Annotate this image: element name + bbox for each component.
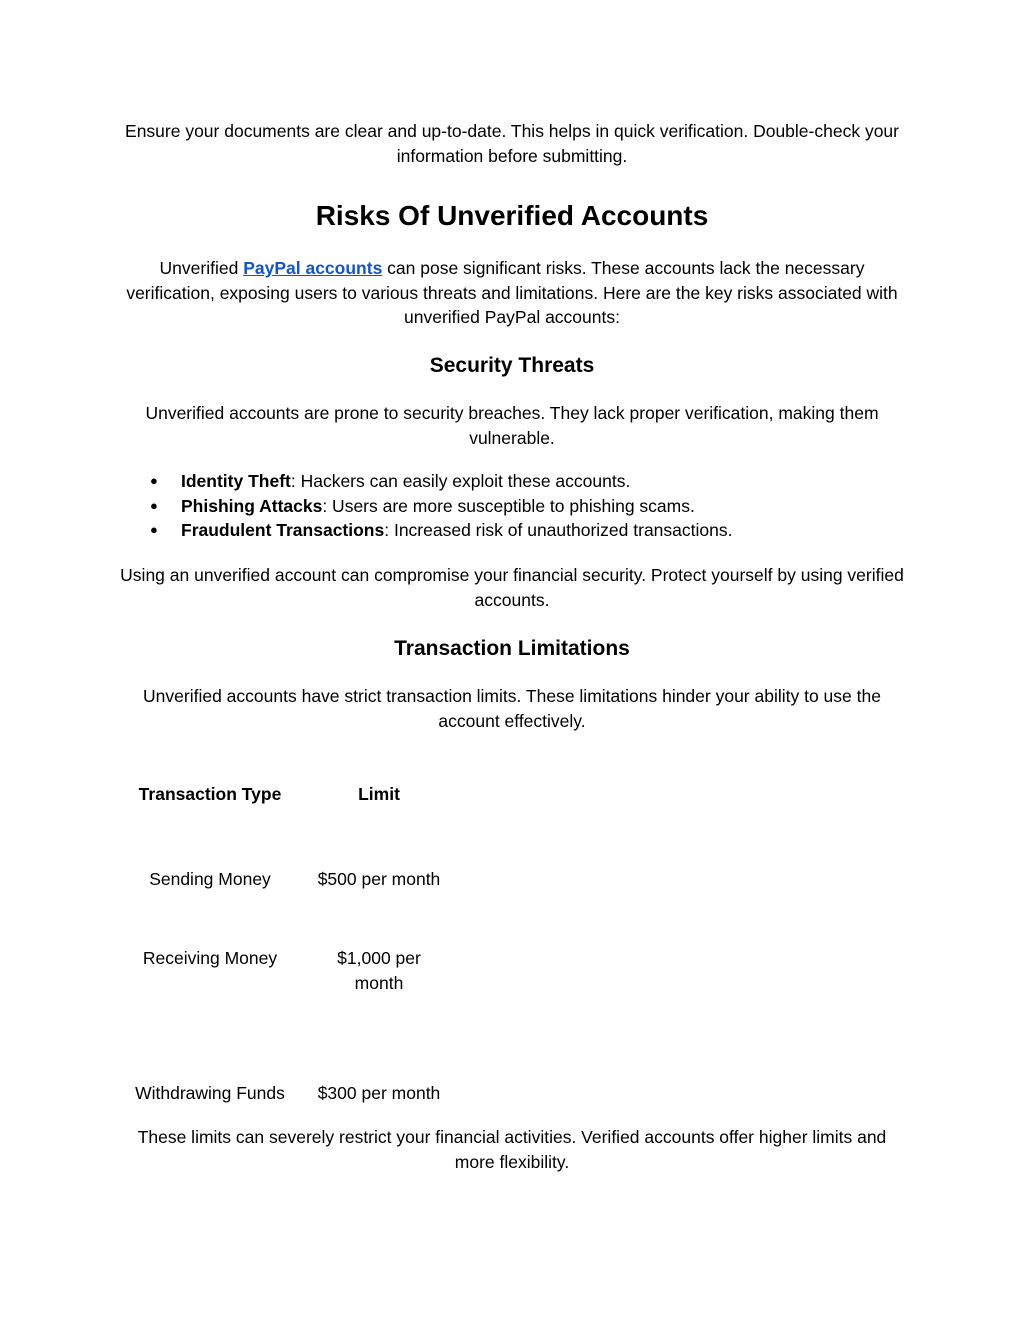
table-row [126, 838, 464, 920]
table-header-limit: Limit [358, 783, 400, 804]
table-cell-limit [294, 920, 464, 1052]
intro-paragraph: Ensure your documents are clear and up-to-date. This helps in quick verification. Double-check your information before submitting. [125, 121, 899, 166]
limitations-outro-paragraph: These limits can severely restrict your financial activities. Verified accounts offer higher limits and more flexibility. [137, 1127, 887, 1172]
section-intro-suffix: can pose significant risks. These accounts lack the necessary verification, exposing users to various threats and limitations. Here are the key risks associated with unverified PayPal accounts: [126, 258, 898, 327]
table-cell-type: Sending Money [149, 868, 271, 889]
section-intro-paragraph [120, 256, 904, 330]
transaction-limits-table [126, 750, 464, 1134]
table-row [126, 1052, 464, 1134]
table-row [126, 920, 464, 1052]
table-cell-type: Withdrawing Funds [135, 1082, 285, 1103]
limitations-intro-paragraph: Unverified accounts have strict transaction limits. These limitations hinder your ability to use the account effectively. [143, 686, 881, 731]
list-item [150, 469, 910, 494]
security-threats-heading: Security Threats [429, 354, 595, 377]
bullet-bold-term: Phishing Attacks [181, 495, 323, 516]
security-intro-paragraph: Unverified accounts are prone to security breaches. They lack proper verification, making them vulnerable. [145, 403, 879, 448]
table-cell-limit: $500 per month [317, 868, 441, 889]
security-bullet-list [150, 469, 910, 543]
bullet-icon: ● [150, 497, 158, 513]
bullet-bold-term: Identity Theft [181, 471, 291, 491]
table-cell-limit: $300 per month [317, 1082, 441, 1103]
list-item [150, 494, 910, 519]
bullet-text: : Hackers can easily exploit these accounts. [290, 471, 631, 491]
bullet-bold-term: Fraudulent Transactions [181, 520, 385, 540]
transaction-limitations-heading: Transaction Limitations [394, 637, 630, 660]
section-title: Risks Of Unverified Accounts [315, 200, 709, 231]
section-intro-prefix: Unverified [159, 258, 244, 278]
table-header-row [126, 750, 464, 838]
table-cell-type: Receiving Money [142, 948, 278, 968]
list-item [150, 518, 910, 543]
bullet-text: : Increased risk of unauthorized transactions. [384, 520, 733, 540]
bullet-icon: ● [150, 473, 158, 488]
table-header-transaction-type: Transaction Type [138, 783, 282, 804]
bullet-text: : Users are more susceptible to phishing scams. [322, 495, 695, 516]
security-outro-paragraph: Using an unverified account can compromise your financial security. Protect yourself by using verified accounts. [120, 565, 904, 610]
paypal-accounts-link[interactable]: PayPal accounts [243, 258, 383, 278]
bullet-icon: ● [150, 522, 158, 537]
table-cell-limit-text: $1,000 per month [337, 948, 421, 993]
